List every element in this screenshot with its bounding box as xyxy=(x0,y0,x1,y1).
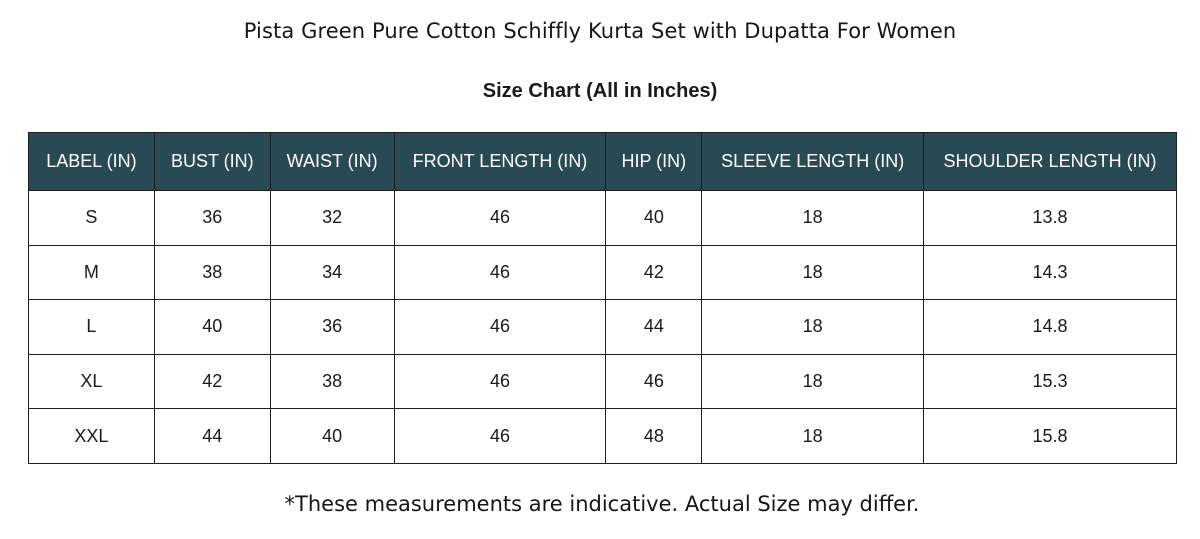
cell-bust: 42 xyxy=(154,354,270,409)
cell-waist: 32 xyxy=(270,191,394,246)
cell-label: XXL xyxy=(29,409,155,464)
cell-shoulder-length: 14.8 xyxy=(924,300,1177,355)
table-row xyxy=(29,409,1177,464)
cell-hip: 46 xyxy=(606,354,702,409)
cell-sleeve-length: 18 xyxy=(702,300,924,355)
cell-bust: 40 xyxy=(154,300,270,355)
table-row xyxy=(29,245,1177,300)
header-front-length: FRONT LENGTH (IN) xyxy=(394,133,606,191)
cell-shoulder-length: 15.8 xyxy=(924,409,1177,464)
cell-shoulder-length: 13.8 xyxy=(924,191,1177,246)
table-header xyxy=(29,133,1177,191)
table-row xyxy=(29,191,1177,246)
cell-waist: 34 xyxy=(270,245,394,300)
cell-label: XL xyxy=(29,354,155,409)
header-bust: BUST (IN) xyxy=(154,133,270,191)
header-sleeve-length: SLEEVE LENGTH (IN) xyxy=(702,133,924,191)
cell-label: S xyxy=(29,191,155,246)
cell-sleeve-length: 18 xyxy=(702,354,924,409)
cell-bust: 38 xyxy=(154,245,270,300)
header-shoulder-length: SHOULDER LENGTH (IN) xyxy=(924,133,1177,191)
header-row xyxy=(29,133,1177,191)
cell-hip: 42 xyxy=(606,245,702,300)
cell-front-length: 46 xyxy=(394,354,606,409)
cell-sleeve-length: 18 xyxy=(702,191,924,246)
cell-bust: 44 xyxy=(154,409,270,464)
cell-waist: 40 xyxy=(270,409,394,464)
cell-bust: 36 xyxy=(154,191,270,246)
cell-front-length: 46 xyxy=(394,300,606,355)
table-body xyxy=(29,191,1177,464)
cell-front-length: 46 xyxy=(394,245,606,300)
cell-sleeve-length: 18 xyxy=(702,245,924,300)
cell-front-length: 46 xyxy=(394,191,606,246)
size-chart-table xyxy=(28,132,1177,464)
cell-hip: 48 xyxy=(606,409,702,464)
cell-hip: 44 xyxy=(606,300,702,355)
header-hip: HIP (IN) xyxy=(606,133,702,191)
product-title: Pista Green Pure Cotton Schiffly Kurta Set with Dupatta For Women xyxy=(243,19,957,43)
cell-label: L xyxy=(29,300,155,355)
cell-hip: 40 xyxy=(606,191,702,246)
header-label: LABEL (IN) xyxy=(29,133,155,191)
cell-waist: 36 xyxy=(270,300,394,355)
cell-shoulder-length: 14.3 xyxy=(924,245,1177,300)
cell-label: M xyxy=(29,245,155,300)
table-row xyxy=(29,300,1177,355)
cell-sleeve-length: 18 xyxy=(702,409,924,464)
measurement-disclaimer: *These measurements are indicative. Actual Size may differ. xyxy=(284,492,920,516)
cell-shoulder-length: 15.3 xyxy=(924,354,1177,409)
table-row xyxy=(29,354,1177,409)
cell-waist: 38 xyxy=(270,354,394,409)
cell-front-length: 46 xyxy=(394,409,606,464)
size-chart-subtitle: Size Chart (All in Inches) xyxy=(482,80,718,102)
header-waist: WAIST (IN) xyxy=(270,133,394,191)
